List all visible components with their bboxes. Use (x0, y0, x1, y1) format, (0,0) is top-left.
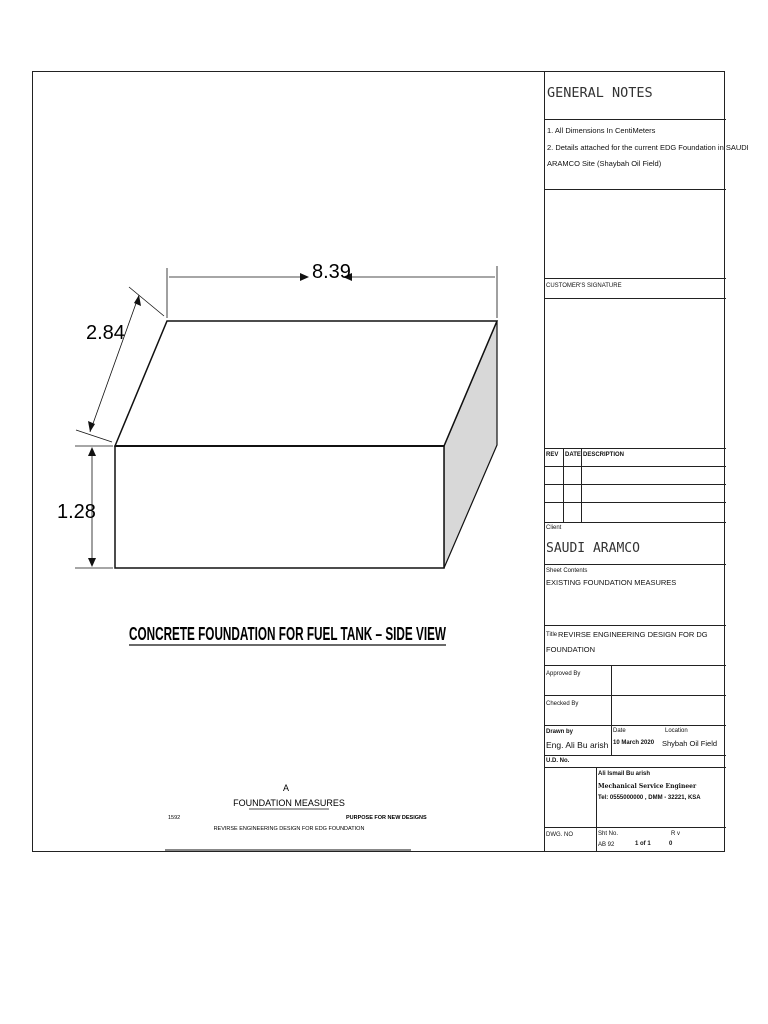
revision-row (545, 484, 726, 485)
sheet-contents-row (545, 564, 726, 625)
location-label: Location (665, 728, 688, 734)
title-row (545, 625, 726, 665)
client-label: Client (546, 525, 562, 531)
length-label: 8.39 (312, 261, 351, 283)
sheet-contents-value: EXISTING FOUNDATION MEASURES (546, 578, 677, 587)
engineer-title: Mechanical Service Engineer (598, 783, 697, 790)
section-name: FOUNDATION MEASURES (233, 798, 345, 808)
height-label: 1.28 (57, 501, 96, 523)
location-value: Shybah Oil Field (662, 739, 718, 748)
length-dimension (167, 261, 497, 318)
foundation-front-face (115, 446, 444, 568)
drawn-row (545, 725, 726, 755)
dwg-no-label: DWG. NO (546, 832, 573, 838)
client-row (545, 522, 726, 564)
height-dimension (57, 446, 113, 568)
title-line-1: REVIRSE ENGINEERING DESIGN FOR DG (558, 630, 708, 639)
rev-label: R v (671, 831, 680, 837)
title-label: Title (546, 632, 558, 638)
client-name: SAUDI ARAMCO (546, 541, 640, 556)
rev-value: 0 (669, 841, 673, 847)
revision-row (545, 502, 726, 503)
dwg-row (545, 827, 726, 852)
engineer-name: Ali Ismail Bu arish (598, 771, 651, 777)
date-header: DATE (565, 452, 581, 458)
width-label: 2.84 (86, 322, 125, 344)
customer-signature-row (545, 278, 726, 299)
engineer-contact: Tel: 0555000000 , DMM - 32221, KSA (598, 795, 701, 801)
checked-row (545, 695, 726, 725)
signature-top-divider (545, 189, 726, 190)
drawing-subtitle: REVIRSE ENGINEERING DESIGN FOR EDG FOUNDATION (213, 826, 365, 832)
note-2-line-2: ARAMCO Site (Shaybah Oil Field) (547, 159, 662, 168)
title-block (544, 71, 749, 852)
date-value: 10 March 2020 (613, 740, 655, 746)
revision-table (545, 448, 726, 522)
drawing-purpose: PURPOSE FOR NEW DESIGNS (346, 815, 427, 821)
revision-row (545, 466, 726, 467)
approved-by-label: Approved By (546, 671, 581, 677)
note-2-line-1: 2. Details attached for the current EDG Foundation in SAUDI (547, 143, 749, 152)
title-line-2: FOUNDATION (546, 645, 596, 654)
drawn-by-label: Drawn by (546, 729, 574, 735)
sheet-contents-label: Sheet Contents (546, 568, 588, 574)
rev-header: REV (546, 452, 559, 458)
customer-signature-label: CUSTOMER'S SIGNATURE (546, 283, 622, 289)
description-header: DESCRIPTION (583, 452, 625, 458)
ud-no-label: U.D. No. (546, 758, 570, 764)
date-label: Date (613, 728, 626, 734)
ud-row (545, 755, 726, 767)
sht-code: AB 92 (598, 842, 615, 848)
note-1: 1. All Dimensions In CentiMeters (547, 126, 656, 135)
drawing-title: CONCRETE FOUNDATION FOR FUEL TANK – SIDE VIEW (129, 624, 447, 644)
sht-of: 1 of 1 (635, 841, 651, 847)
drawn-by-value: Eng. Ali Bu arish (546, 740, 609, 750)
foundation-top-face (115, 321, 497, 446)
sht-no-label: Sht No. (598, 831, 619, 837)
approved-row (545, 665, 726, 695)
drawing-code: 1592 (168, 815, 181, 821)
engineer-row (545, 767, 726, 827)
section-letter: A (282, 783, 290, 793)
general-notes-title: GENERAL NOTES (547, 85, 653, 101)
checked-by-label: Checked By (546, 701, 579, 707)
notes-divider (545, 119, 726, 120)
